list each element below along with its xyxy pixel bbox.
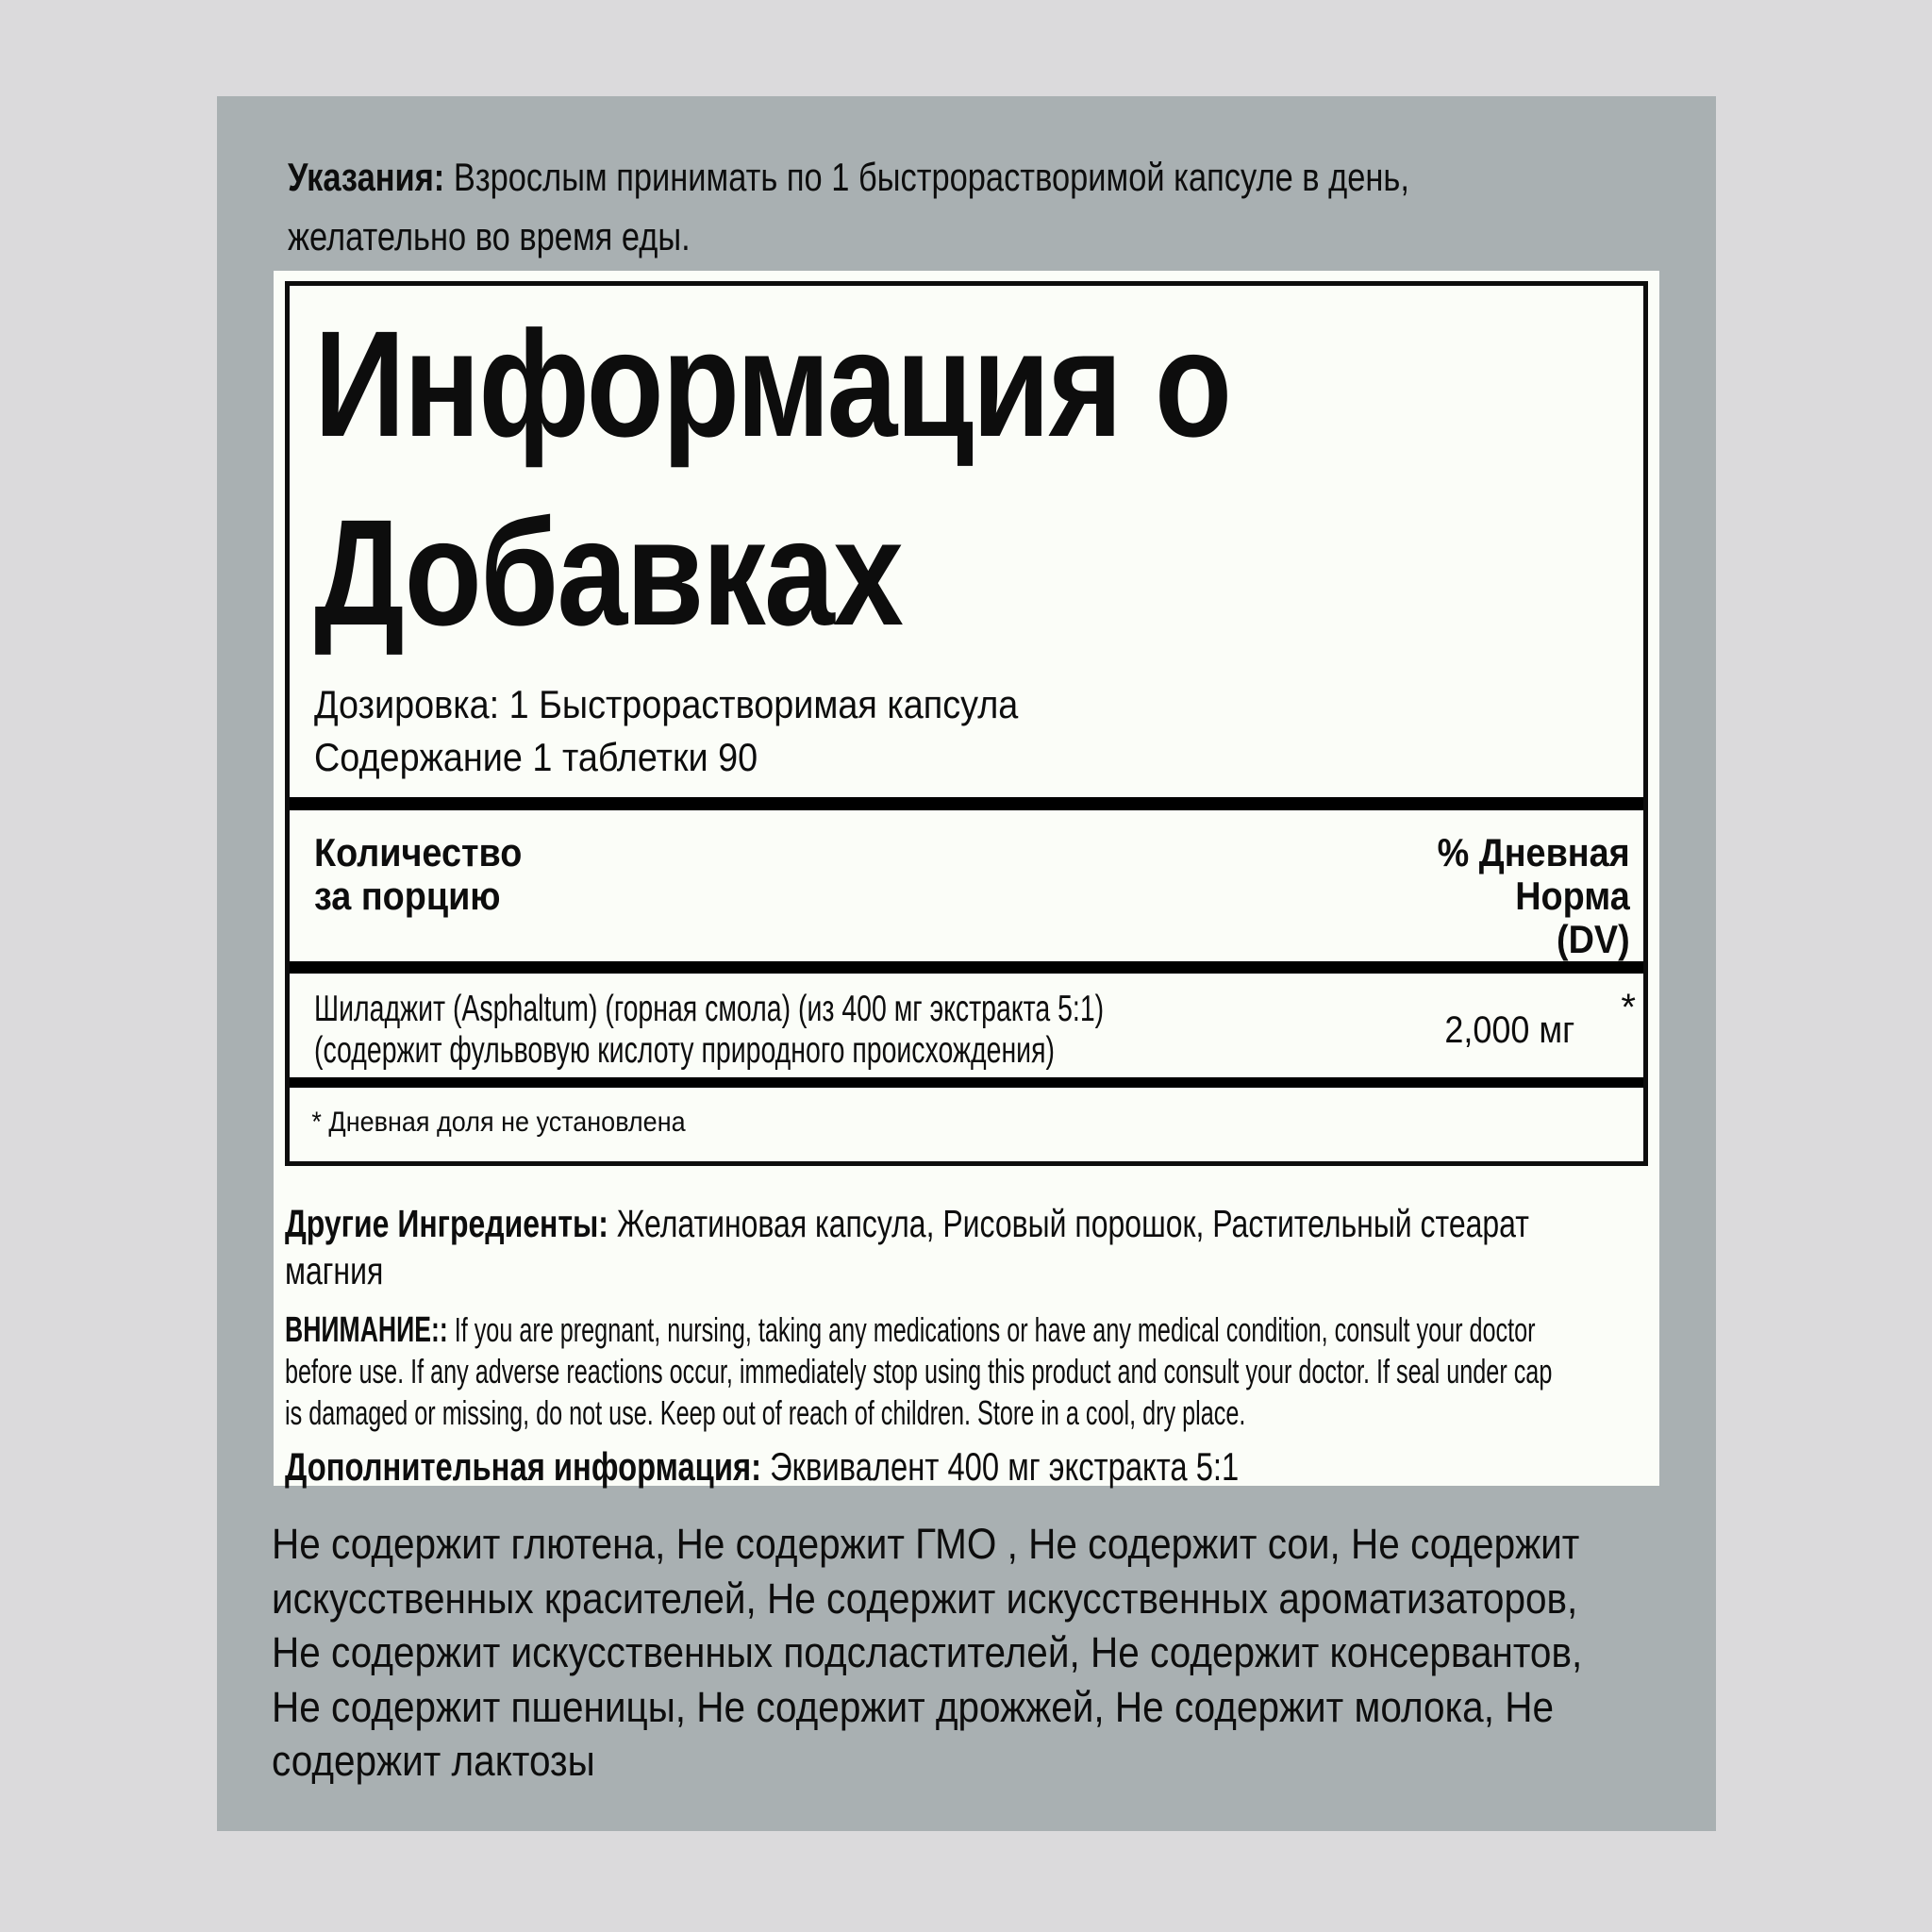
dv-footnote: * Дневная доля не установлена	[311, 1107, 686, 1138]
other-ingredients-paragraph	[285, 1200, 1594, 1294]
ingredient-name-line1: Шиладжит (Asphaltum) (горная смола) (из 400 мг экстракта 5:1)	[314, 989, 1105, 1029]
dv-header-line1: % Дневная	[1437, 830, 1630, 874]
allergen-statement	[272, 1517, 1728, 1789]
dv-header-line3: (DV)	[1557, 917, 1630, 961]
allergen-line5: содержит лактозы	[272, 1737, 595, 1785]
thick-rule-middle	[290, 961, 1643, 974]
amount-per-serving-header	[314, 831, 522, 961]
allergen-line2: искусственных красителей, Не содержит искусственных ароматизаторов,	[272, 1574, 1578, 1623]
serving-info	[290, 678, 1643, 784]
ingredient-name	[314, 989, 1630, 1072]
supplement-facts-box	[285, 281, 1648, 1166]
thick-rule-bottom	[290, 1077, 1643, 1088]
allergen-line4: Не содержит пшеницы, Не содержит дрожжей, Не содержит молока, Не	[272, 1682, 1554, 1731]
directions-text: Взрослым принимать по 1 быстрорастворимой капсуле в день, желательно во время еды.	[288, 155, 1409, 258]
directions-lead: Указания:	[288, 155, 445, 199]
allergen-line1: Не содержит глютена, Не содержит ГМО , Не содержит сои, Не содержит	[272, 1520, 1580, 1568]
facts-title-line1: Информация о	[314, 299, 1231, 468]
label-paragraphs	[274, 1200, 1659, 1491]
daily-value-header	[1438, 831, 1630, 961]
additional-info-paragraph	[285, 1443, 1313, 1491]
facts-title	[290, 290, 1643, 667]
ingredient-amount: 2,000 мг	[1444, 1009, 1574, 1051]
warning-line3: is damaged or missing, do not use. Keep out of reach of children. Store in a cool, dry place.	[285, 1393, 1246, 1432]
ingredient-name-line2: (содержит фульвовую кислоту природного происхождения)	[314, 1030, 1055, 1071]
supplement-facts-label	[274, 271, 1659, 1489]
ingredient-row	[290, 974, 1643, 1077]
warning-paragraph	[285, 1309, 1603, 1434]
amount-header-line1: Количество	[314, 830, 523, 874]
serving-size: Дозировка: 1 Быстрорастворимая капсула	[314, 682, 1019, 726]
warning-lead: ВНИМАНИЕ::	[285, 1310, 448, 1350]
label-panel	[217, 96, 1716, 1831]
servings-per-container: Содержание 1 таблетки 90	[314, 735, 758, 779]
other-ingredients-text: Желатиновая капсула, Рисовый порошок, Растительный стеарат магния	[285, 1202, 1529, 1292]
amount-header-line2: за порцию	[314, 874, 501, 918]
allergen-line3: Не содержит искусственных подсластителей, Не содержит консервантов,	[272, 1628, 1583, 1676]
warning-line2: before use. If any adverse reactions occur, immediately stop using this product and consult your doctor. If seal under cap	[285, 1352, 1553, 1391]
thick-rule-top	[290, 797, 1643, 810]
other-ingredients-lead: Другие Ингредиенты:	[285, 1202, 608, 1245]
additional-info-lead: Дополнительная информация:	[285, 1444, 761, 1489]
warning-line1	[285, 1309, 1536, 1351]
ingredient-daily-value: *	[1621, 987, 1636, 1028]
directions-paragraph	[288, 147, 1494, 266]
facts-title-line2: Добавках	[314, 488, 903, 657]
dv-header-line2: Норма	[1515, 874, 1630, 918]
warning-line1-text: If you are pregnant, nursing, taking any medications or have any medical condition, consult your doctor	[454, 1310, 1536, 1349]
table-header-row	[290, 831, 1643, 961]
additional-info-text: Эквивалент 400 мг экстракта 5:1	[770, 1444, 1240, 1489]
